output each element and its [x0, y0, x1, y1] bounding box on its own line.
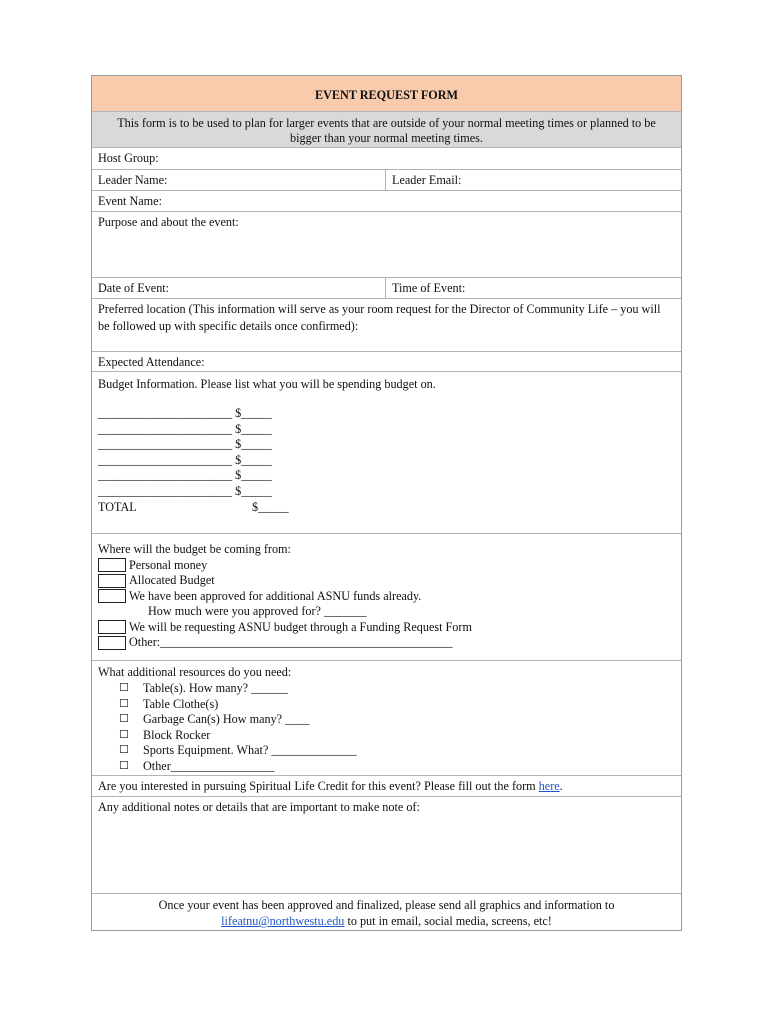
source-option-label: Personal money — [129, 557, 208, 572]
checkbox[interactable] — [98, 636, 126, 650]
date-of-event-label: Date of Event: — [98, 281, 170, 295]
host-group-field[interactable] — [92, 148, 681, 170]
footer-line-2 — [98, 913, 675, 929]
contact-email-link[interactable]: lifeatnu@northwestu.edu — [221, 914, 345, 928]
resources-question: What additional resources do you need: — [98, 665, 292, 679]
source-option-personal[interactable] — [98, 558, 675, 574]
resource-item-label: Garbage Can(s) How many? ____ — [143, 712, 310, 726]
additional-notes-field[interactable] — [92, 797, 681, 894]
additional-notes-label: Any additional notes or details that are important to make note of: — [98, 800, 420, 814]
resource-item-garbage-cans[interactable] — [98, 712, 675, 728]
leader-row — [92, 170, 681, 191]
budget-source-section — [92, 534, 681, 661]
form-intro: This form is to be used to plan for larger events that are outside of your normal meeting times or planned to be bigger than your normal meeting times. — [92, 112, 681, 148]
time-of-event-label: Time of Event: — [392, 281, 466, 295]
checkbox-icon[interactable]: ☐ — [119, 759, 129, 772]
checkbox-icon[interactable]: ☐ — [119, 697, 129, 710]
footer-note — [92, 894, 681, 930]
leader-name-field[interactable] — [92, 170, 386, 190]
resources-section — [92, 661, 681, 776]
checkbox-icon[interactable]: ☐ — [119, 713, 129, 725]
source-option-label: We have been approved for additional ASNU funds already. — [129, 588, 422, 603]
resource-item-other[interactable] — [98, 759, 675, 775]
host-group-label: Host Group: — [98, 151, 159, 165]
resource-item-label: Table Clothe(s) — [143, 696, 219, 711]
source-option-approved[interactable] — [98, 589, 675, 605]
budget-line-4[interactable]: ______________________ $_____ — [98, 452, 272, 467]
resource-item-label: Table(s). How many? ______ — [143, 681, 288, 695]
budget-line-5[interactable]: ______________________ $_____ — [98, 468, 272, 483]
expected-attendance-field[interactable] — [92, 352, 681, 372]
time-of-event-field[interactable] — [386, 278, 681, 298]
preferred-location-label: Preferred location (This information will serve as your room request for the Director of Community Life – you will be followed up with specific details once confirmed): — [98, 302, 661, 333]
expected-attendance-label: Expected Attendance: — [98, 355, 205, 369]
checkbox[interactable] — [98, 589, 126, 603]
approved-amount-field[interactable]: How much were you approved for? _______ — [148, 604, 367, 618]
resource-item-label: Block Rocker — [143, 727, 211, 742]
source-option-label: Allocated Budget — [129, 573, 215, 587]
checkbox[interactable] — [98, 574, 126, 588]
event-name-field[interactable] — [92, 191, 681, 212]
source-option-label: Other:________________________________________________ — [129, 635, 453, 649]
leader-email-field[interactable] — [386, 170, 681, 190]
purpose-field[interactable] — [92, 212, 681, 278]
checkbox-icon[interactable]: ☐ — [119, 744, 129, 756]
purpose-label: Purpose and about the event: — [98, 215, 239, 229]
resource-item-table-cloths[interactable] — [98, 697, 675, 713]
resource-item-tables[interactable] — [98, 681, 675, 697]
footer-line-2-text: to put in email, social media, screens, etc! — [344, 914, 552, 928]
checkbox[interactable] — [98, 620, 126, 634]
source-option-other[interactable] — [98, 635, 675, 651]
leader-name-label: Leader Name: — [98, 173, 168, 187]
source-option-label: We will be requesting ASNU budget through a Funding Request Form — [129, 619, 472, 634]
spiritual-credit-form-link[interactable]: here — [538, 779, 560, 793]
budget-line-1[interactable]: ______________________ $_____ — [98, 406, 272, 420]
footer-line-1: Once your event has been approved and finalized, please send all graphics and information to — [158, 898, 615, 912]
leader-email-label: Leader Email: — [392, 173, 462, 187]
spiritual-credit-text: Are you interested in pursuing Spiritual Life Credit for this event? Please fill out the form — [98, 779, 539, 793]
checkbox-icon[interactable]: ☐ — [119, 728, 129, 741]
spiritual-credit-row — [92, 776, 681, 797]
source-option-funding-request[interactable] — [98, 620, 675, 636]
event-request-form — [91, 75, 682, 931]
budget-line-2[interactable]: ______________________ $_____ — [98, 421, 272, 436]
date-of-event-field[interactable] — [92, 278, 386, 298]
budget-line-6[interactable]: ______________________ $_____ — [98, 483, 272, 498]
resource-item-block-rocker[interactable] — [98, 728, 675, 744]
budget-total-amount[interactable]: $_____ — [252, 499, 289, 514]
budget-heading: Budget Information. Please list what you will be spending budget on. — [98, 377, 436, 391]
budget-total-row — [98, 500, 675, 516]
budget-source-question: Where will the budget be coming from: — [98, 542, 291, 556]
spiritual-credit-period: . — [559, 779, 563, 793]
budget-section — [92, 372, 681, 534]
source-option-allocated[interactable] — [98, 573, 675, 589]
resource-item-sports-equipment[interactable] — [98, 743, 675, 759]
event-name-label: Event Name: — [98, 194, 162, 208]
budget-total-label: TOTAL — [98, 499, 137, 514]
preferred-location-field[interactable] — [92, 299, 681, 352]
checkbox[interactable] — [98, 558, 126, 572]
checkbox-icon[interactable]: ☐ — [119, 682, 129, 694]
budget-line-3[interactable]: ______________________ $_____ — [98, 437, 272, 452]
form-title: EVENT REQUEST FORM — [92, 76, 681, 112]
resource-item-label: Sports Equipment. What? ______________ — [143, 743, 357, 757]
resource-item-label: Other_________________ — [143, 758, 275, 773]
date-time-row — [92, 278, 681, 299]
